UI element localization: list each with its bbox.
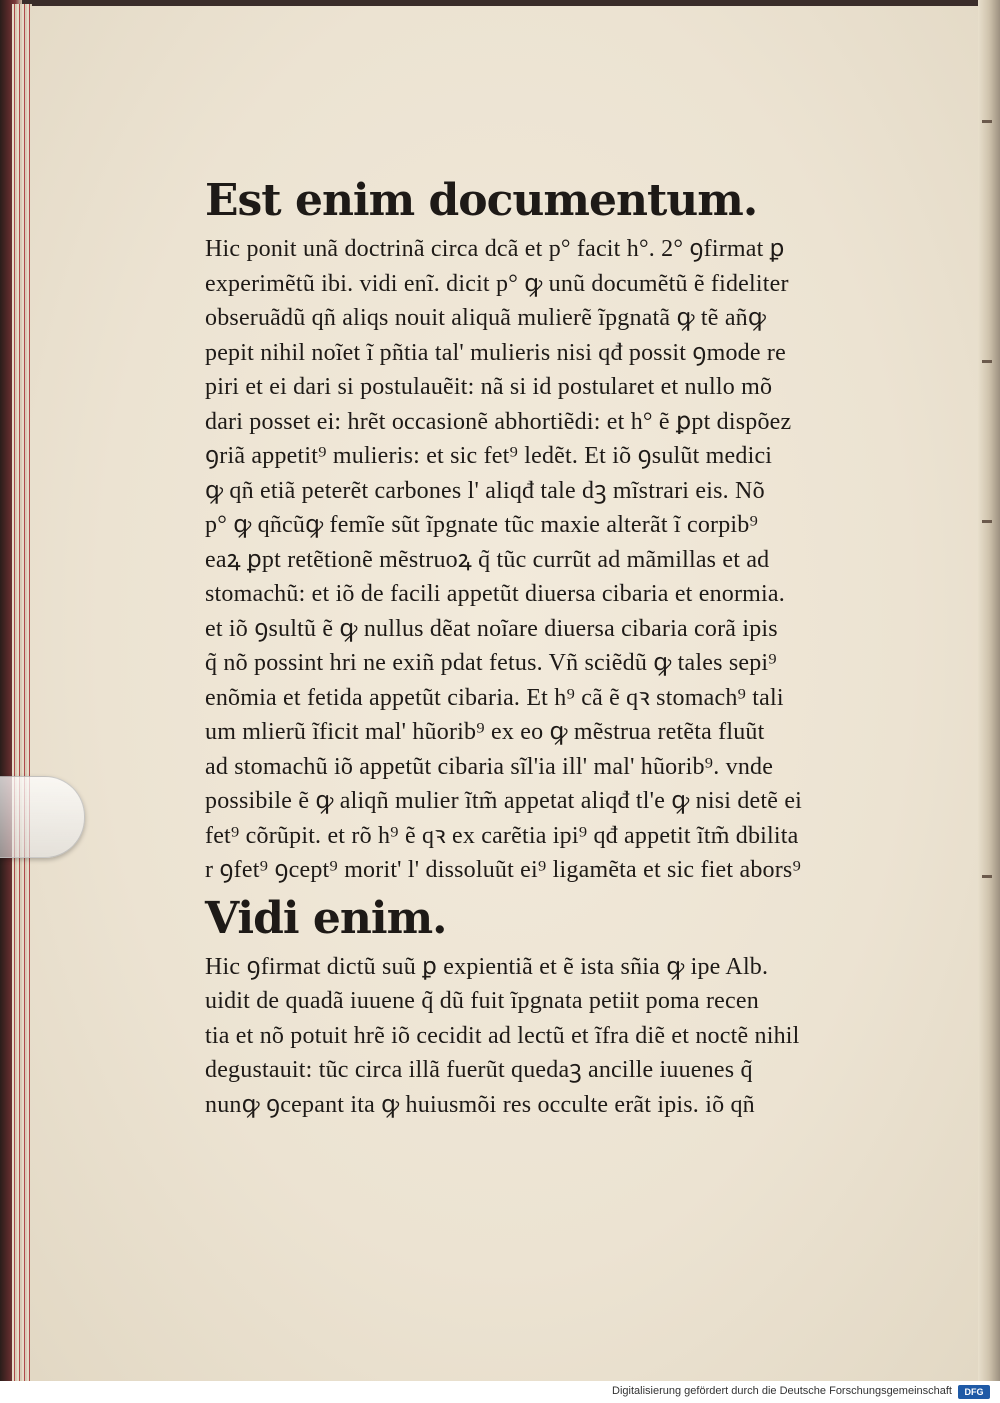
text-line: eaꝝ ꝑpt retẽtionẽ mẽstruoꝝ q̃ tũc currũt ad mãmillas et ad <box>205 546 770 573</box>
text-line: possibile ẽ ꝙ aliqñ mulier ĩtm̃ appetat aliqđ tl'e ꝙ nisi detẽ ei <box>205 788 803 814</box>
text-line: ꝯriã appetit⁹ mulieris: et sic fet⁹ ledẽt. Et iõ ꝯsulũt medici <box>205 443 773 469</box>
text-line: nunꝙ ꝯcepant ita ꝙ huiusmõi res occulte erãt ipis. iõ qñ <box>205 1091 755 1118</box>
funding-credit: Digitalisierung gefördert durch die Deutsche Forschungsgemeinschaft <box>612 1385 952 1397</box>
bookmark-strap <box>0 776 85 858</box>
text-line: uidit de quadã iuuene q̃ dũ fuit ĩpgnata petiit poma recen <box>205 988 759 1014</box>
text-line: Hic ponit unã doctrinã circa dcã et p° facit h°. 2° ꝯfirmat ꝑ <box>205 236 785 262</box>
paragraph-2 <box>205 950 855 1123</box>
text-line: et iõ ꝯsultũ ẽ ꝙ nullus dẽat noĩare diuersa cibaria corã ipis <box>205 615 778 642</box>
page-edge-mark <box>982 875 992 878</box>
text-line: pepit nihil noĩet ĩ pñtia tal' mulieris nisi qđ possit ꝯmode re <box>205 339 786 366</box>
paragraph-1 <box>205 232 855 888</box>
text-line: p° ꝙ qñcũꝙ femĩe sũt ĩpgnate tũc maxie alterãt ĩ corpib⁹ <box>205 512 759 538</box>
text-line: um mlierũ ĩficit mal' hũorib⁹ ex eo ꝙ mẽstrua retẽta fluũt <box>205 719 765 745</box>
dfg-logo: DFG <box>958 1385 990 1399</box>
text-line: q̃ nõ possint hri ne exiñ pdat fetus. Vñ sciẽdũ ꝙ tales sepi⁹ <box>205 650 777 676</box>
page-stack-edges <box>12 4 32 1381</box>
footer-bar <box>0 1381 1000 1403</box>
section-heading: Est enim documentum. <box>205 175 758 226</box>
page-edge-mark <box>982 120 992 123</box>
text-line: ꝙ qñ etiã peterẽt carbones l' aliqđ tale dꝫ mĩstrari eis. Nõ <box>205 477 765 504</box>
text-line: experimẽtũ ibi. vidi enĩ. dicit p° ꝙ unũ documẽtũ ẽ fideliter <box>205 270 789 297</box>
text-line: stomachũ: et iõ de facili appetũt diuersa cibaria et enormia. <box>205 581 785 607</box>
text-line: Hic ꝯfirmat dictũ suũ ꝑ expientiã et ẽ ista sñia ꝙ ipe Alb. <box>205 953 769 980</box>
page-edge-mark <box>982 520 992 523</box>
page-edge-mark <box>982 360 992 363</box>
text-line: dari posset ei: hrẽt occasionẽ abhortiẽdi: et h° ẽ ꝑpt dispõez <box>205 408 792 435</box>
text-line: fet⁹ cõrũpit. et rõ h⁹ ẽ qꝛ ex carẽtia ipi⁹ qđ appetit ĩtm̃ dbilita <box>205 822 799 849</box>
page-right-edge <box>978 0 1000 1381</box>
text-line: piri et ei dari si postulauẽit: nã si id postularet et nullo mõ <box>205 374 773 400</box>
section-heading: Vidi enim. <box>205 892 447 944</box>
text-line: ad stomachũ iõ appetũt cibaria sĩl'ia ill' mal' hũorib⁹. vnde <box>205 753 774 780</box>
text-line: r ꝯfet⁹ ꝯcept⁹ morit' l' dissoluũt ei⁹ ligamẽta et sic fiet abors⁹ <box>205 857 802 883</box>
text-line: obseruãdũ qñ aliqs nouit aliquã mulierẽ ĩpgnatã ꝙ tẽ añꝙ <box>205 305 767 331</box>
text-line: tia et nõ potuit hrẽ iõ cecidit ad lectũ et ĩfra diẽ et noctẽ nihil <box>205 1022 800 1049</box>
text-column <box>205 170 855 1122</box>
text-line: enõmia et fetida appetũt cibaria. Et h⁹ cã ẽ qꝛ stomach⁹ tali <box>205 684 784 711</box>
text-line: degustauit: tũc circa illã fuerũt quedaꝫ ancille iuuenes q̃ <box>205 1057 753 1083</box>
